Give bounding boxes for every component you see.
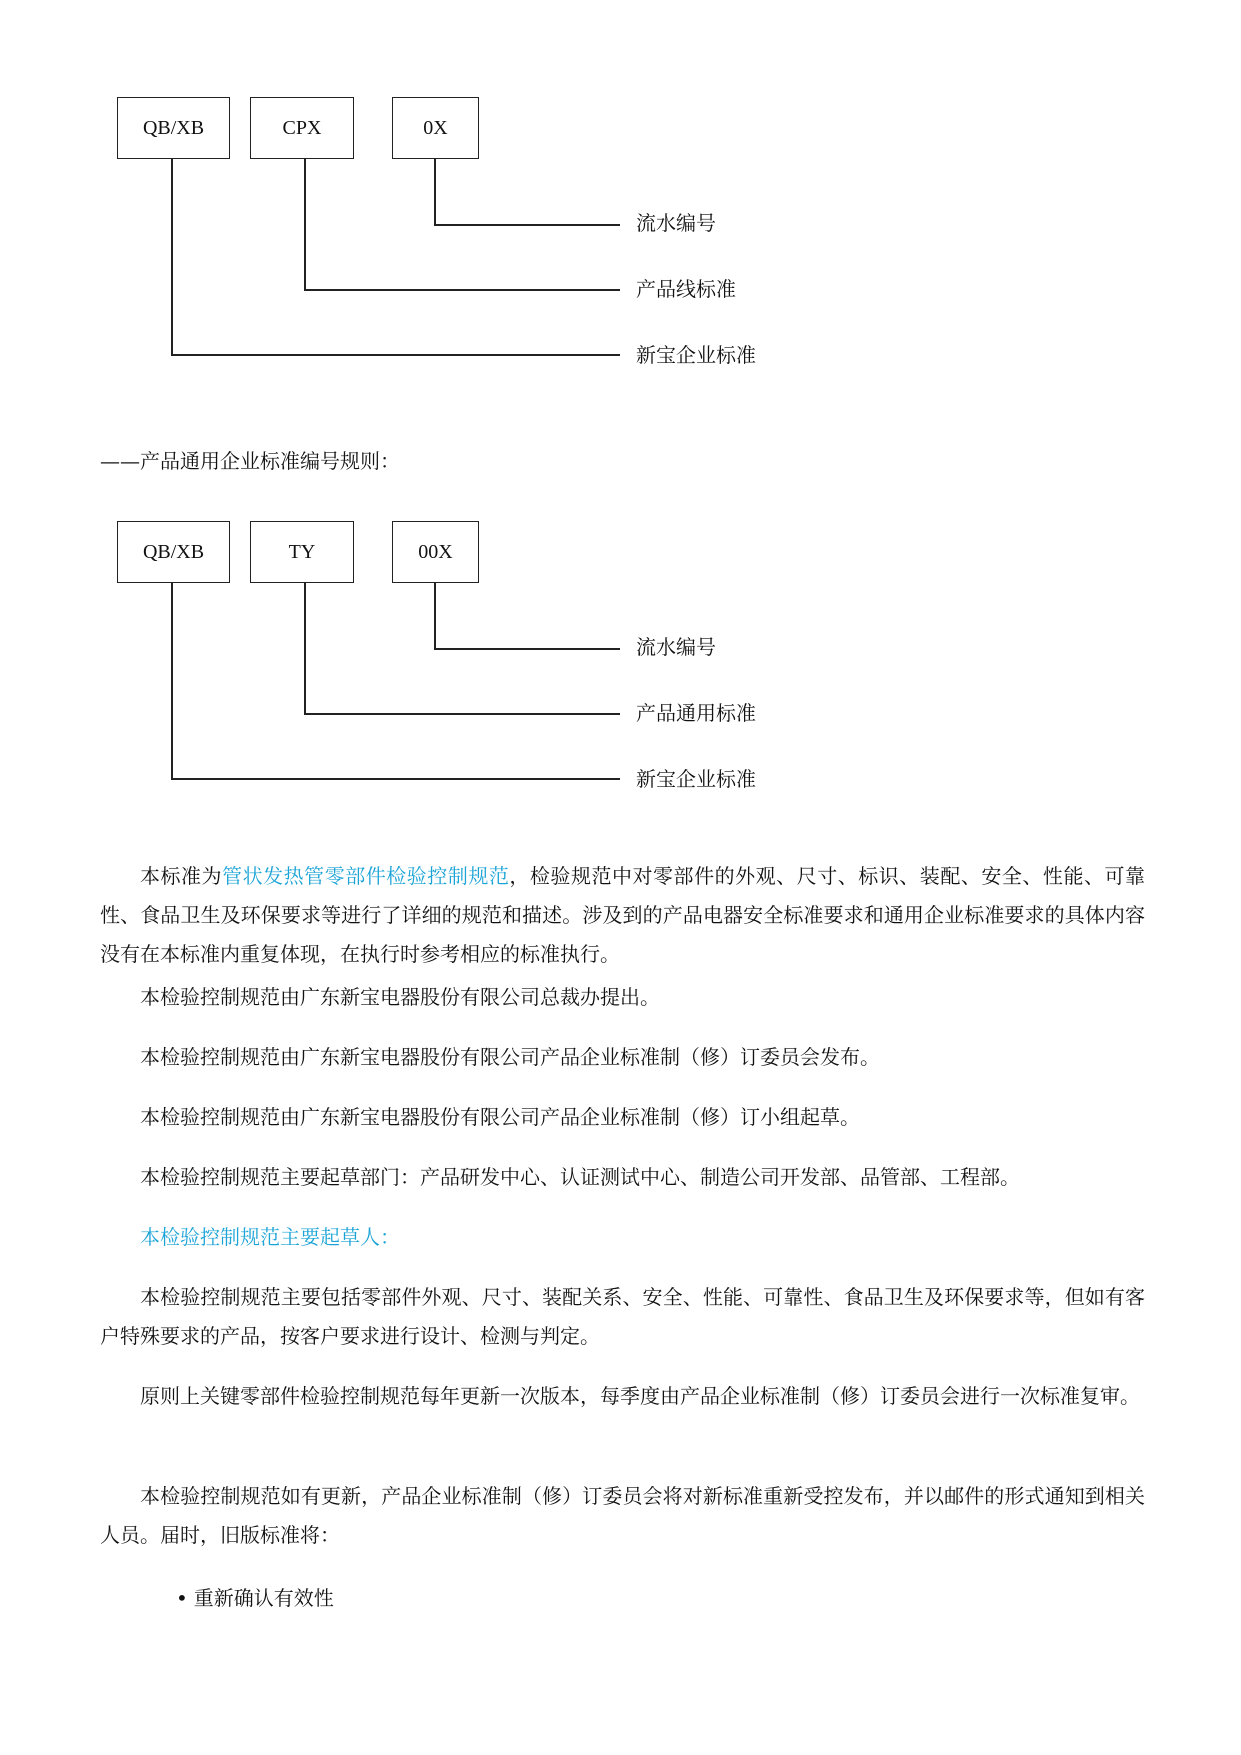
connector-prefix-horizontal [171,354,620,356]
label-product-line-standard: 产品线标准 [636,277,736,301]
label-general-standard: 产品通用标准 [636,701,756,725]
code-box-prefix: QB/XB [117,521,230,583]
paragraph-drafters[interactable]: 本检验控制规范主要起草人： [140,1225,400,1249]
paragraph-scope [100,857,1145,974]
connector-serial-vertical [434,583,436,649]
code-box-serial: 00X [392,521,479,583]
paragraph-proposer: 本检验控制规范由广东新宝电器股份有限公司总裁办提出。 [140,985,660,1009]
connector-serial-horizontal [434,648,620,650]
label-serial-number: 流水编号 [636,211,716,235]
connector-prefix-vertical [171,583,173,779]
label-company-standard: 新宝企业标准 [636,767,756,791]
paragraph-contents: 本检验控制规范主要包括零部件外观、尺寸、装配关系、安全、性能、可靠性、食品卫生及环保要求等，但如有客户特殊要求的产品，按客户要求进行设计、检测与判定。 [100,1285,1145,1348]
bullet-icon: • [176,1586,188,1610]
code-box-category: CPX [250,97,354,159]
paragraph-update-cycle: 原则上关键零部件检验控制规范每年更新一次版本，每季度由产品企业标准制（修）订委员会进行一次标准复审。 [140,1384,1140,1408]
paragraph-drafting-departments: 本检验控制规范主要起草部门：产品研发中心、认证测试中心、制造公司开发部、品管部、工程部。 [140,1165,1020,1189]
connector-prefix-horizontal [171,778,620,780]
code-box-category: TY [250,521,354,583]
paragraph-update-notice: 本检验控制规范如有更新，产品企业标准制（修）订委员会将对新标准重新受控发布，并以邮件的形式通知到相关人员。届时，旧版标准将： [100,1484,1145,1547]
paragraph-scope-prefix: 本标准为 [140,864,223,888]
code-box-prefix: QB/XB [117,97,230,159]
paragraph-scope-rest: ，检验规范中对零部件的外观、尺寸、标识、装配、安全、性能、可靠性、食品卫生及环保要求等进行了详细的规范和描述。涉及到的产品电器安全标准要求和通用企业标准要求的具体内容没有在本标准内重复体现，在执行时参考相应的标准执行。 [100,864,1146,966]
section-caption: ——产品通用企业标准编号规则： [100,449,400,473]
connector-category-horizontal [304,713,620,715]
connector-category-vertical [304,583,306,714]
paragraph-drafting-group: 本检验控制规范由广东新宝电器股份有限公司产品企业标准制（修）订小组起草。 [140,1105,860,1129]
code-box-serial: 0X [392,97,479,159]
standard-title-link[interactable]: 管状发热管零部件检验控制规范 [222,864,510,888]
paragraph-publisher: 本检验控制规范由广东新宝电器股份有限公司产品企业标准制（修）订委员会发布。 [140,1045,880,1069]
label-serial-number: 流水编号 [636,635,716,659]
list-item-text: 重新确认有效性 [193,1586,334,1610]
label-company-standard: 新宝企业标准 [636,343,756,367]
list-item [176,1582,334,1611]
